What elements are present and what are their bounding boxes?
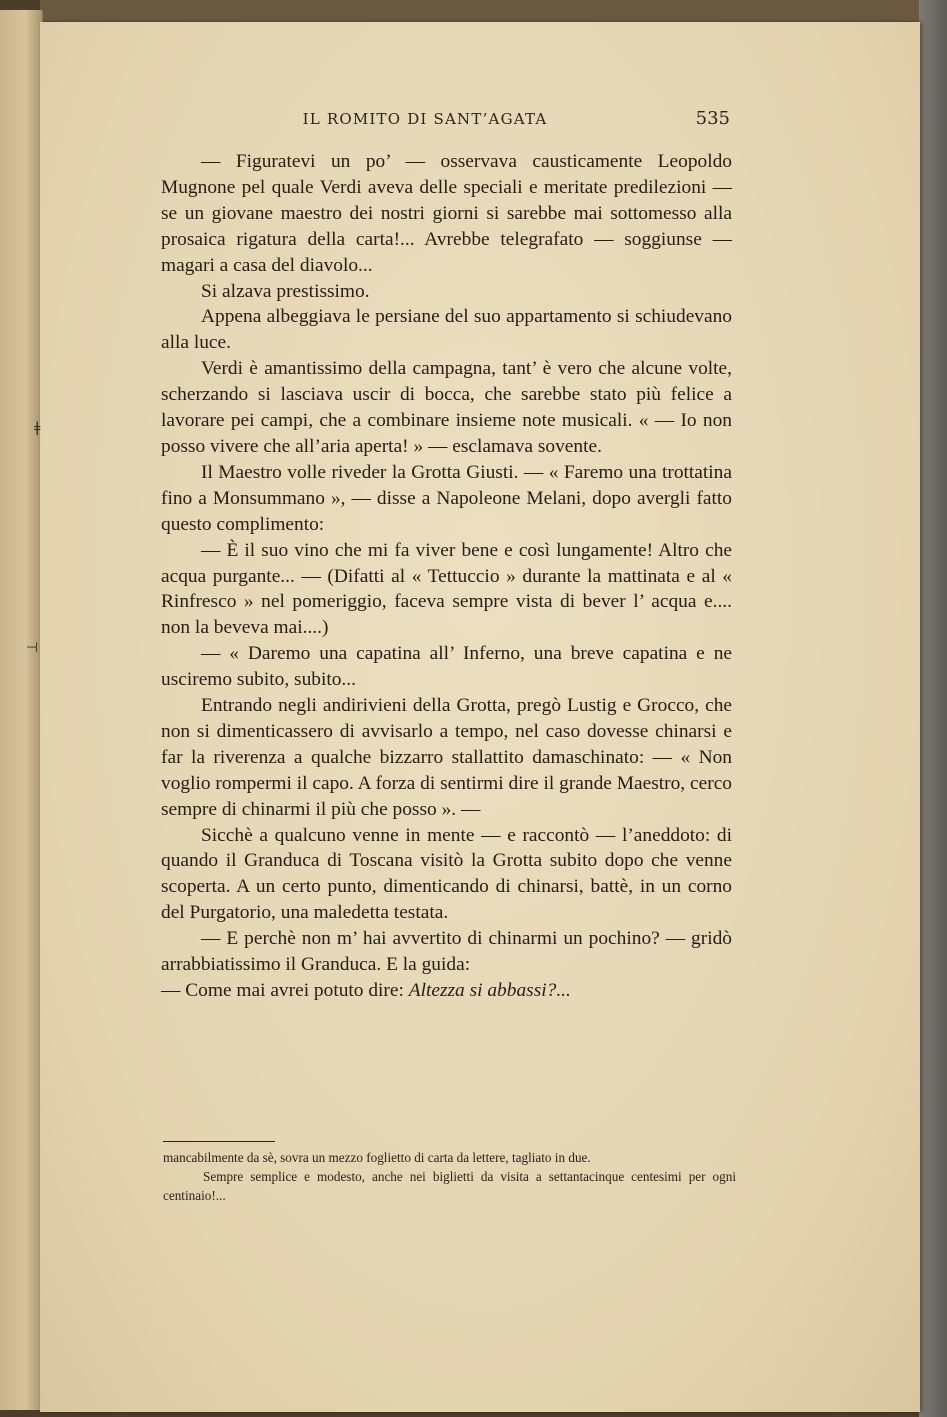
paragraph: Entrando negli andirivieni della Grotta, pregò Lustig e Grocco, che non si dimenticassero di avvisarlo a tempo, nel caso dovesse chinarsi e far la riverenza a qualche bizzarro stallattito damaschinato: — « Non voglio rompermi il capo. A forza di sentirmi dire il grande Maestro, cerco sempre di chinarmi il più che posso ». — [161,695,732,820]
paragraph: Verdi è amantissimo della campagna, tant’ è vero che alcune volte, scherzando si lasciava uscir di bocca, che sarebbe stato più felice a lavorare pei campi, che a combinare insieme note musicali. « — Io non posso vivere che all’aria aperta! » — esclamava sovente. [161,358,732,457]
scan-background-right [919,0,947,1417]
binding-mark: ⊣ [26,640,39,656]
footnote: Sempre semplice e modesto, anche nei biglietti da visita a settantacinque centesimi per ogni centinaio!... [163,1169,736,1203]
footnote: mancabilmente da sè, sovra un mezzo foglietto di carta da lettere, tagliato in due. [163,1150,591,1165]
paragraph: Appena albeggiava le persiane del suo appartamento si schiudevano alla luce. [161,306,732,354]
paragraph: Si alzava prestissimo. [201,280,370,302]
page-header [120,108,730,132]
body-text [161,149,732,1004]
last-line-text: — Come mai avrei potuto dire: [161,980,409,1001]
paragraph: Sicchè a qualcuno venne in mente — e raccontò — l’aneddoto: di quando il Granduca di Toscana visitò la Grotta subito dopo che venne scoperta. A un certo punto, dimenticando di chinarsi, battè, in un corno del Purgatorio, una maledetta testata. [161,824,732,924]
binding-mark: ǂ [34,420,41,436]
page-number: 535 [695,108,730,129]
running-title: IL ROMITO DI SANT’AGATA [302,110,548,128]
previous-page-edge [0,10,43,1410]
paragraph-last-line [161,978,732,1004]
footnote-rule [163,1141,275,1142]
last-line-italic: Altezza si abbassi?... [408,980,571,1001]
paragraph: — Figuratevi un po’ — osservava causticamente Leopoldo Mugnone pel quale Verdi aveva delle speciali e meritate predilezioni — se un giovane maestro dei nostri giorni si sarebbe mai sottomesso alla prosaica rigatura della carta!... Avrebbe telegrafato — soggiunse — magari a casa del diavolo... [161,151,732,276]
paragraph: — E perchè non m’ hai avvertito di chinarmi un pochino? — gridò arrabbiatissimo il Granduca. E la guida: [161,928,732,976]
paragraph: Il Maestro volle riveder la Grotta Giusti. — « Faremo una trottatina fino a Monsummano », — disse a Napoleone Melani, dopo avergli fatto questo complimento: [161,461,732,535]
paragraph: — È il suo vino che mi fa viver bene e così lungamente! Altro che acqua purgante... — (Difatti al « Tettuccio » durante la mattinata e al « Rinfresco » nel pomeriggio, faceva sempre vista di bever l’ acqua e.... non la beveva mai....) [161,539,732,639]
footnotes [163,1148,736,1205]
paragraph: — « Daremo una capatina all’ Inferno, una breve capatina e ne usciremo subito, subito... [161,643,732,691]
scan-background-top [40,0,920,22]
